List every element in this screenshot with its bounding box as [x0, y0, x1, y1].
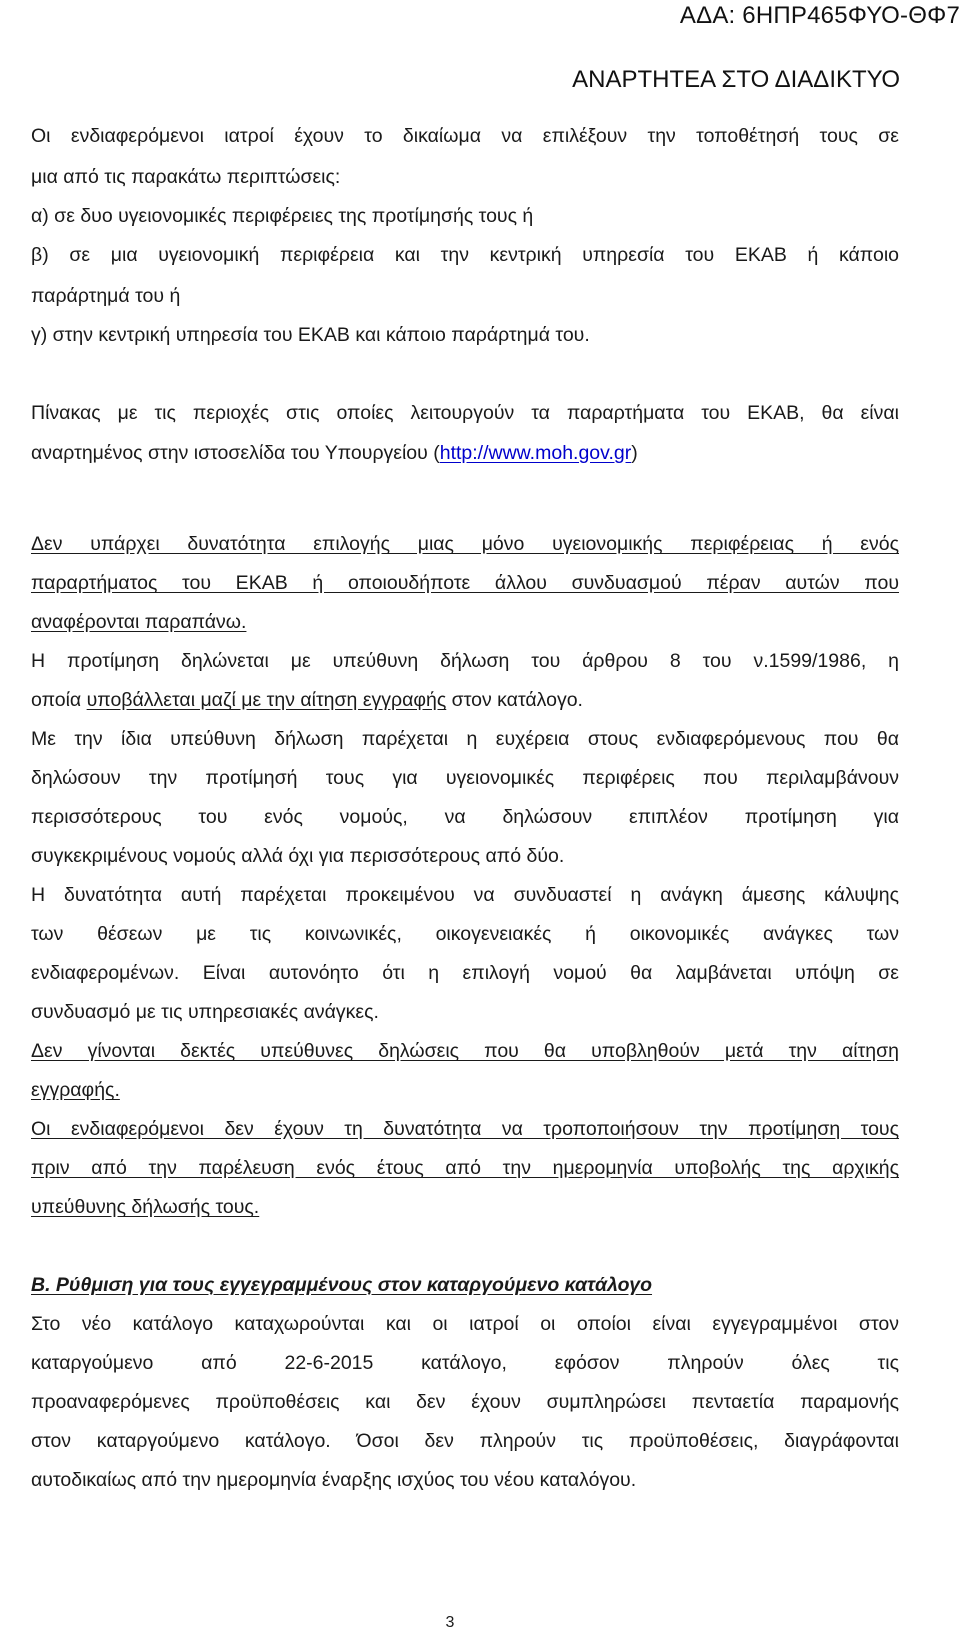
- p3-line-17: πριν από την παρέλευση ενός έτους από την ημερομηνία υποβολής της αρχικής: [31, 1157, 899, 1179]
- p3-line-6: Με την ίδια υπεύθυνη δήλωση παρέχεται η ευχέρεια στους ενδιαφερόμενους που θα: [31, 728, 899, 750]
- option-b-cont: παράρτημά του ή: [31, 285, 181, 307]
- p3-line-5: οποία υποβάλλεται μαζί με την αίτηση εγγραφής στον κατάλογο.: [31, 689, 583, 711]
- p3-line-4: Η προτίμηση δηλώνεται με υπεύθυνη δήλωση του άρθρου 8 του ν.1599/1986, η: [31, 650, 899, 672]
- p3-line-12: ενδιαφερομένων. Είναι αυτονόητο ότι η επιλογή νομού θα λαμβάνεται υπόψη σε: [31, 962, 899, 984]
- section-b-line-5: αυτοδικαίως από την ημερομηνία έναρξης ισχύος του νέου καταλόγου.: [31, 1469, 637, 1491]
- ada-code: ΑΔΑ: 6ΗΠΡ465ΦΥΟ-ΘΦ7: [679, 2, 960, 29]
- section-b-line-4: στον καταργούμενο κατάλογο. Όσοι δεν πληρούν τις προϋποθέσεις, διαγράφονται: [31, 1430, 899, 1452]
- option-c: γ) στην κεντρική υπηρεσία του ΕΚΑΒ και κάποιο παράρτημά του.: [31, 324, 590, 346]
- p3-line-13: συνδυασμό με τις υπηρεσιακές ανάγκες.: [31, 1001, 379, 1023]
- option-a: α) σε δυο υγειονομικές περιφέρειες της προτίμησής τους ή: [31, 205, 534, 227]
- p1-line-2: μια από τις παρακάτω περιπτώσεις:: [31, 166, 341, 188]
- p3-line-3: αναφέρονται παραπάνω.: [31, 611, 247, 633]
- p3-line-1: Δεν υπάρχει δυνατότητα επιλογής μιας μόνο υγειονομικής περιφέρειας ή ενός: [31, 533, 899, 555]
- p2-line-1: Πίνακας με τις περιοχές στις οποίες λειτουργούν τα παραρτήματα του ΕΚΑΒ, θα είναι: [31, 402, 899, 424]
- p3-line-9: συγκεκριμένους νομούς αλλά όχι για περισσότερους από δύο.: [31, 845, 565, 867]
- section-b-line-1: Στο νέο κατάλογο καταχωρούνται και οι ιατροί οι οποίοι είναι εγγεγραμμένοι στον: [31, 1313, 899, 1335]
- publication-banner: ΑΝΑΡΤΗΤΕΑ ΣΤΟ ΔΙΑΔΙΚΤΥΟ: [572, 66, 900, 93]
- p3-line-16: Οι ενδιαφερόμενοι δεν έχουν τη δυνατότητα να τροποποιήσουν την προτίμηση τους: [31, 1118, 899, 1140]
- ministry-website-link[interactable]: http://www.moh.gov.gr: [439, 442, 632, 464]
- page-number: 3: [445, 1614, 455, 1631]
- p3-line-7: δηλώσουν την προτίμησή τους για υγειονομικές περιφέρεις που περιλαμβάνουν: [31, 767, 899, 789]
- section-b-line-2: καταργούμενο από 22-6-2015 κατάλογο, εφόσον πληρούν όλες τις: [31, 1352, 899, 1374]
- p3-line-18: υπεύθυνης δήλωσής τους.: [31, 1196, 260, 1218]
- p3-line-15: εγγραφής.: [31, 1079, 120, 1101]
- section-b-line-3: προαναφερόμενες προϋποθέσεις και δεν έχουν συμπληρώσει πενταετία παραμονής: [31, 1391, 899, 1413]
- p2-line-2: αναρτημένος στην ιστοσελίδα του Υπουργείου (http://www.moh.gov.gr): [31, 442, 638, 464]
- p3-line-10: Η δυνατότητα αυτή παρέχεται προκειμένου να συνδυαστεί η ανάγκη άμεσης κάλυψης: [31, 884, 899, 906]
- p1-line-1: Οι ενδιαφερόμενοι ιατροί έχουν το δικαίωμα να επιλέξουν την τοποθέτησή τους σε: [31, 125, 899, 147]
- p3-line-11: των θέσεων με τις κοινωνικές, οικογενειακές ή οικονομικές ανάγκες των: [31, 923, 899, 945]
- p3-line-8: περισσότερους του ενός νομούς, να δηλώσουν επιπλέον προτίμηση για: [31, 806, 899, 828]
- section-b-heading: Β. Ρύθμιση για τους εγγεγραμμένους στον καταργούμενο κατάλογο: [31, 1274, 653, 1296]
- option-b: β) σε μια υγειονομική περιφέρεια και την κεντρική υπηρεσία του ΕΚΑΒ ή κάποιο: [31, 244, 899, 266]
- p3-line-14: Δεν γίνονται δεκτές υπεύθυνες δηλώσεις που θα υποβληθούν μετά την αίτηση: [31, 1040, 899, 1062]
- p3-line-2: παραρτήματος του ΕΚΑΒ ή οποιουδήποτε άλλου συνδυασμού πέραν αυτών που: [31, 572, 899, 594]
